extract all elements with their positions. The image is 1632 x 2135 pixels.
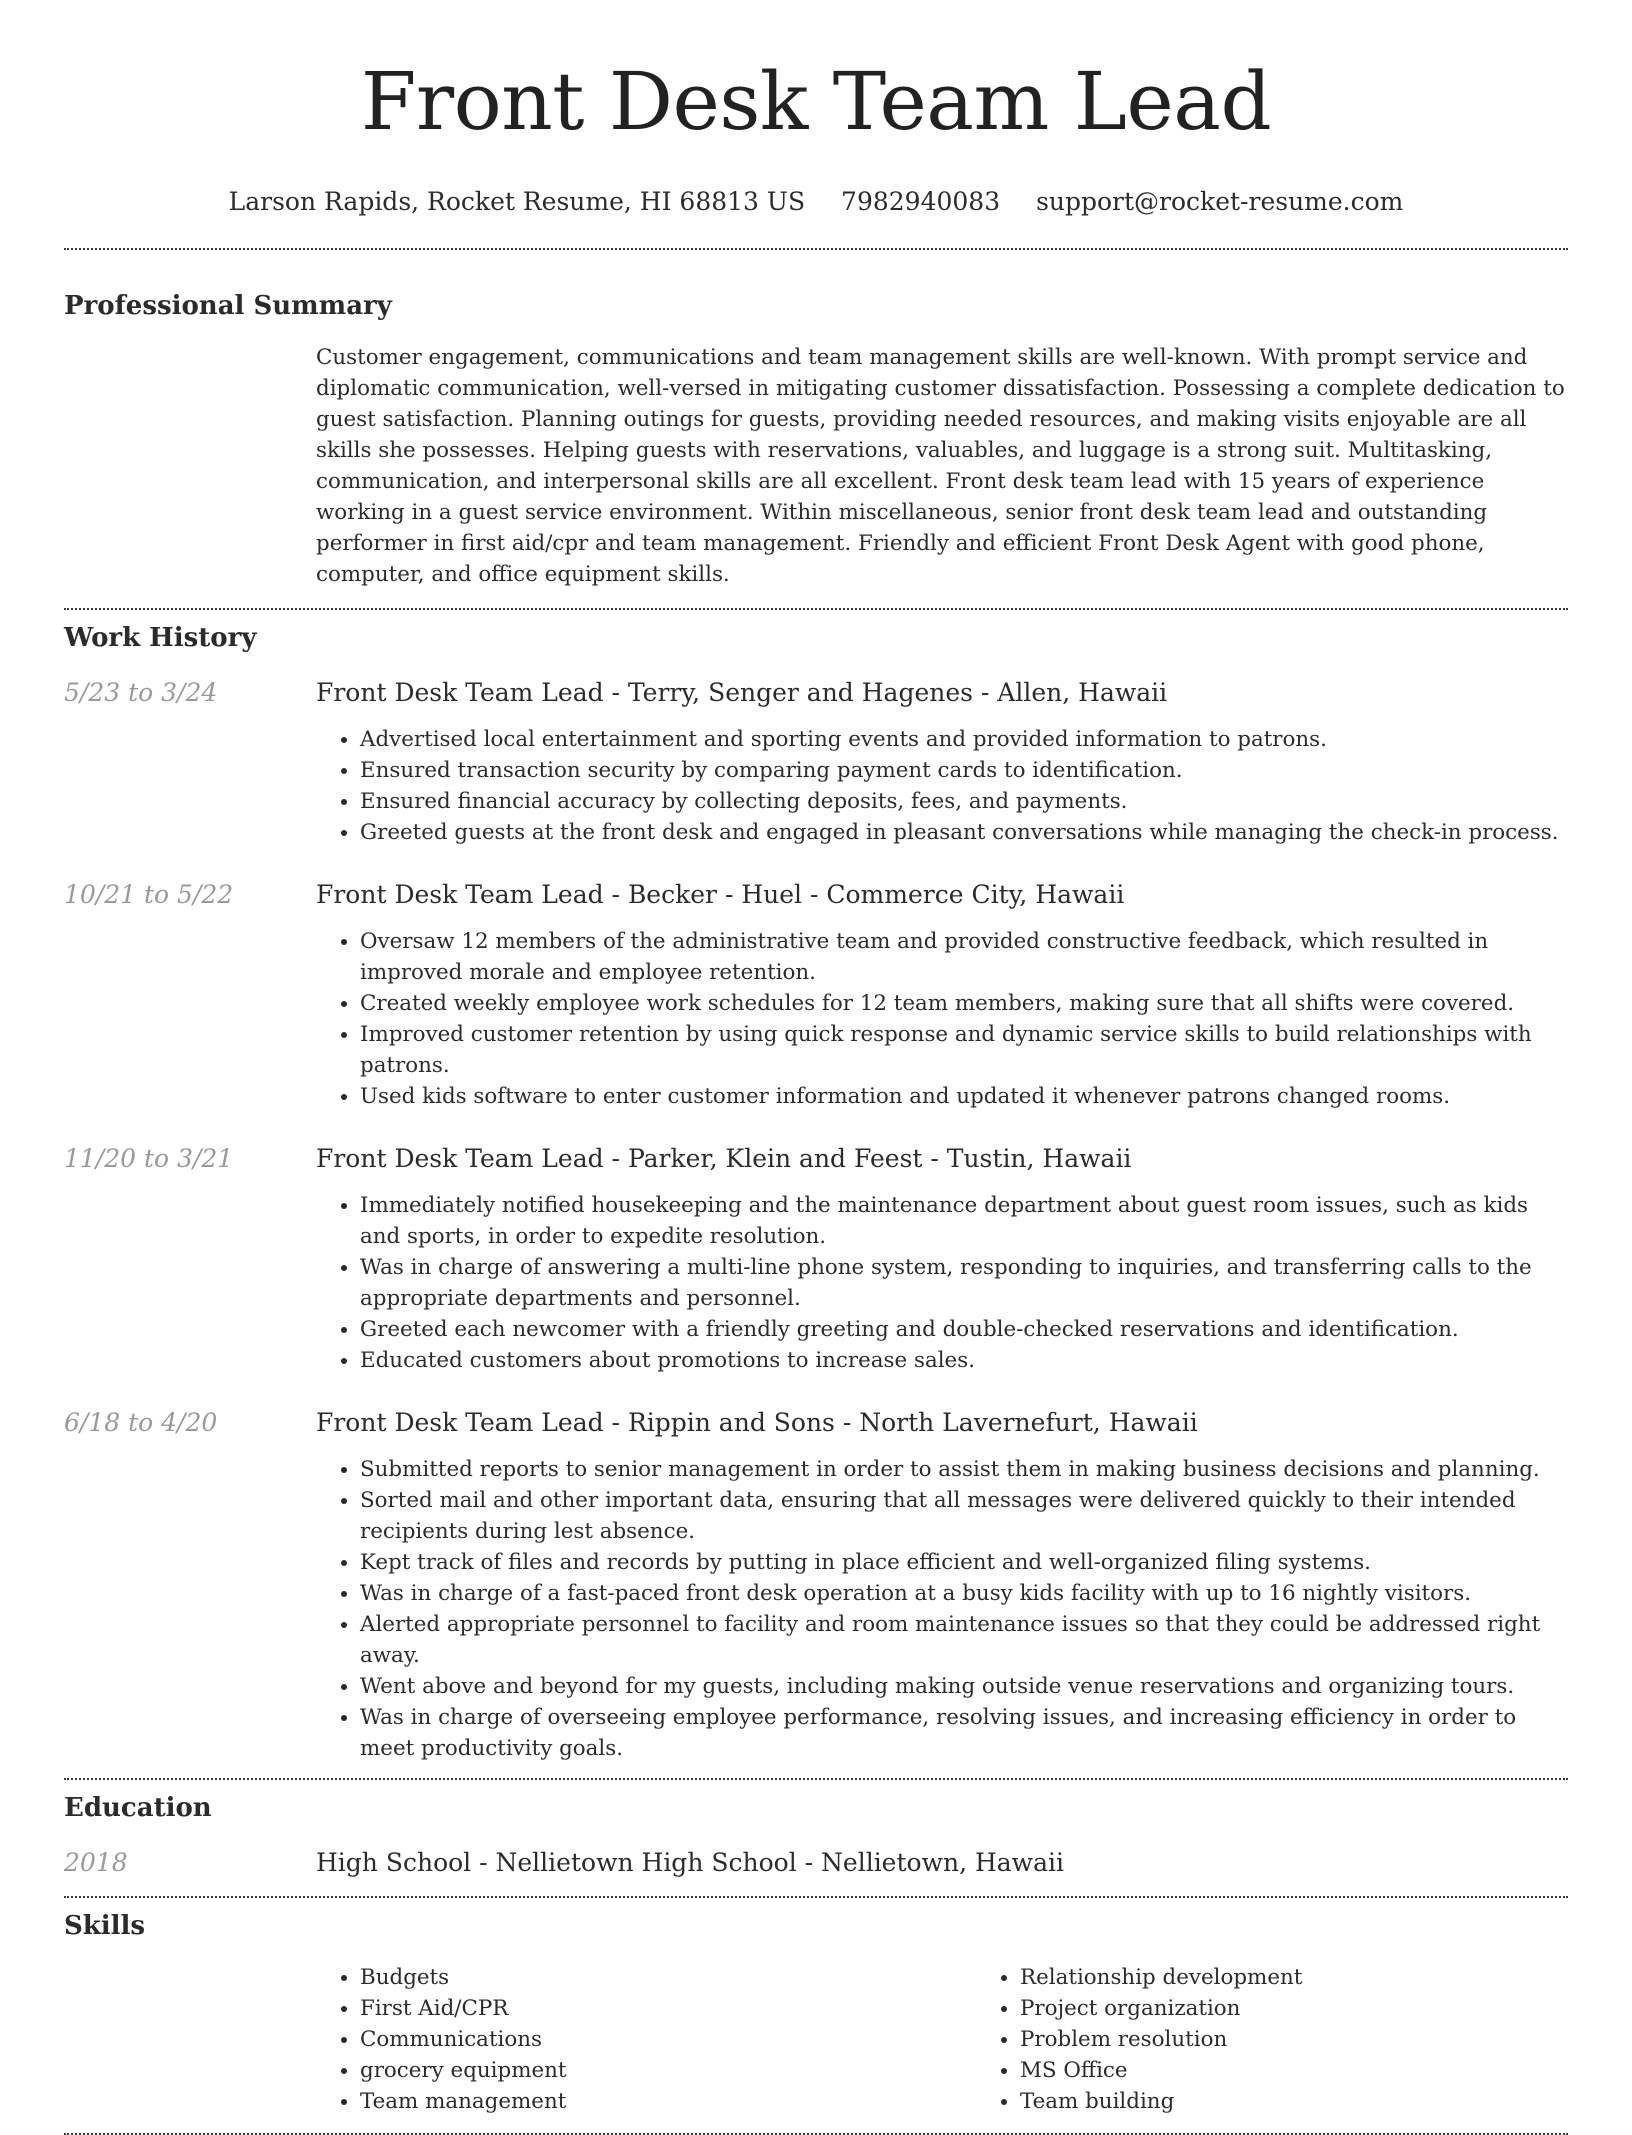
summary-text: Customer engagement, communications and team management skills are well-known. With prompt service and diplomatic communication, well-versed in mitigating customer dissatisfaction. Possessing a complete dedication to guest satisfaction. Planning outings for guests, providing needed resources, and making visits enjoyable are all skills she possesses. Helping guests with reservations, valuables, and luggage is a strong suit. Multitasking, communication, and interpersonal skills are all excellent. Front desk team lead with 15 years of experience working in a guest service environment. Within miscellaneous, senior front desk team lead and outstanding performer in first aid/cpr and team management. Friendly and efficient Front Desk Agent with good phone, computer, and office equipment skills. <box>316 345 1565 587</box>
skill-item: • Communications <box>360 2024 976 2055</box>
section-title-work: Work History <box>64 623 257 653</box>
divider <box>64 608 1568 610</box>
job-bullets <box>316 926 1568 1112</box>
skill-item: • Project organization <box>1020 1993 1632 2024</box>
job-dates: 11/20 to 3/21 <box>64 1144 234 1173</box>
job-dates: 5/23 to 3/24 <box>64 678 218 707</box>
education-details <box>316 1846 1568 1880</box>
skill-item: • Budgets <box>360 1962 976 1993</box>
summary-row <box>64 342 1568 590</box>
job-heading: Front Desk Team Lead - Rippin and Sons - North Lavernefurt, Hawaii <box>316 1408 1198 1437</box>
job-details <box>316 1406 1568 1764</box>
list-item: • Submitted reports to senior management in order to assist them in making business decisions and planning. <box>360 1454 1568 1485</box>
resume-name: Front Desk Team Lead <box>360 55 1272 148</box>
list-item: • Advertised local entertainment and sporting events and provided information to patrons. <box>360 724 1568 755</box>
job-bullets <box>316 1190 1568 1376</box>
list-item: • Created weekly employee work schedules for 12 team members, making sure that all shifts were covered. <box>360 988 1568 1019</box>
job-details <box>316 878 1568 1112</box>
contact-line <box>64 184 1568 220</box>
divider <box>64 248 1568 250</box>
skill-item: • Team management <box>360 2086 976 2117</box>
skills-spacer <box>64 1962 316 2117</box>
contact-phone: 7982940083 <box>841 187 1001 216</box>
skill-item: • Team building <box>1020 2086 1632 2117</box>
skills-list-right <box>976 1962 1632 2117</box>
section-title-education: Education <box>64 1793 212 1823</box>
summary-body <box>316 342 1568 590</box>
list-item: • Improved customer retention by using quick response and dynamic service skills to build relationships with patrons. <box>360 1019 1568 1081</box>
skills-list-left <box>316 1962 976 2117</box>
list-item: • Sorted mail and other important data, ensuring that all messages were delivered quickly to their intended recipients during lest absence. <box>360 1485 1568 1547</box>
list-item: • Was in charge of a fast-paced front desk operation at a busy kids facility with up to 16 nightly visitors. <box>360 1578 1568 1609</box>
job-entry <box>64 878 1568 1112</box>
skills-columns <box>316 1962 1632 2117</box>
job-bullets <box>316 1454 1568 1764</box>
skill-item: • Relationship development <box>1020 1962 1632 1993</box>
summary-spacer <box>64 342 316 590</box>
skill-item: • Problem resolution <box>1020 2024 1632 2055</box>
job-entry <box>64 676 1568 848</box>
job-bullets <box>316 724 1568 848</box>
list-item: • Alerted appropriate personnel to facility and room maintenance issues so that they could be addressed right away. <box>360 1609 1568 1671</box>
divider <box>64 1778 1568 1780</box>
job-dates: 6/18 to 4/20 <box>64 1408 218 1437</box>
list-item: • Greeted each newcomer with a friendly greeting and double-checked reservations and identification. <box>360 1314 1568 1345</box>
contact-address: Larson Rapids, Rocket Resume, HI 68813 US <box>228 187 806 216</box>
list-item: • Kept track of files and records by putting in place efficient and well-organized filing systems. <box>360 1547 1568 1578</box>
list-item: • Went above and beyond for my guests, including making outside venue reservations and organizing tours. <box>360 1671 1568 1702</box>
list-item: • Was in charge of answering a multi-line phone system, responding to inquiries, and transferring calls to the appropriate departments and personnel. <box>360 1252 1568 1314</box>
education-entry <box>64 1846 1568 1880</box>
education-year: 2018 <box>64 1848 128 1877</box>
list-item: • Immediately notified housekeeping and the maintenance department about guest room issues, such as kids and sports, in order to expedite resolution. <box>360 1190 1568 1252</box>
divider <box>64 1896 1568 1898</box>
work-section <box>64 620 1568 1764</box>
summary-section <box>64 288 1568 590</box>
job-dates: 10/21 to 5/22 <box>64 880 234 909</box>
skills-section <box>64 1908 1568 2117</box>
section-title-summary: Professional Summary <box>64 291 392 321</box>
list-item: • Oversaw 12 members of the administrative team and provided constructive feedback, which resulted in improved morale and employee retention. <box>360 926 1568 988</box>
job-entry <box>64 1406 1568 1764</box>
job-details <box>316 676 1568 848</box>
education-section <box>64 1790 1568 1880</box>
education-heading: High School - Nellietown High School - Nellietown, Hawaii <box>316 1848 1064 1877</box>
job-details <box>316 1142 1568 1376</box>
job-heading: Front Desk Team Lead - Parker, Klein and Feest - Tustin, Hawaii <box>316 1144 1132 1173</box>
skill-item: • MS Office <box>1020 2055 1632 2086</box>
list-item: • Was in charge of overseeing employee performance, resolving issues, and increasing efficiency in order to meet productivity goals. <box>360 1702 1568 1764</box>
contact-email: support@rocket-resume.com <box>1036 187 1404 216</box>
list-item: • Ensured transaction security by comparing payment cards to identification. <box>360 755 1568 786</box>
section-title-skills: Skills <box>64 1911 146 1941</box>
skills-row <box>64 1962 1568 2117</box>
job-heading: Front Desk Team Lead - Terry, Senger and Hagenes - Allen, Hawaii <box>316 678 1168 707</box>
list-item: • Ensured financial accuracy by collecting deposits, fees, and payments. <box>360 786 1568 817</box>
job-heading: Front Desk Team Lead - Becker - Huel - Commerce City, Hawaii <box>316 880 1125 909</box>
list-item: • Greeted guests at the front desk and engaged in pleasant conversations while managing the check-in process. <box>360 817 1568 848</box>
list-item: • Used kids software to enter customer information and updated it whenever patrons changed rooms. <box>360 1081 1568 1112</box>
job-entry <box>64 1142 1568 1376</box>
skill-item: • grocery equipment <box>360 2055 976 2086</box>
list-item: • Educated customers about promotions to increase sales. <box>360 1345 1568 1376</box>
skill-item: • First Aid/CPR <box>360 1993 976 2024</box>
